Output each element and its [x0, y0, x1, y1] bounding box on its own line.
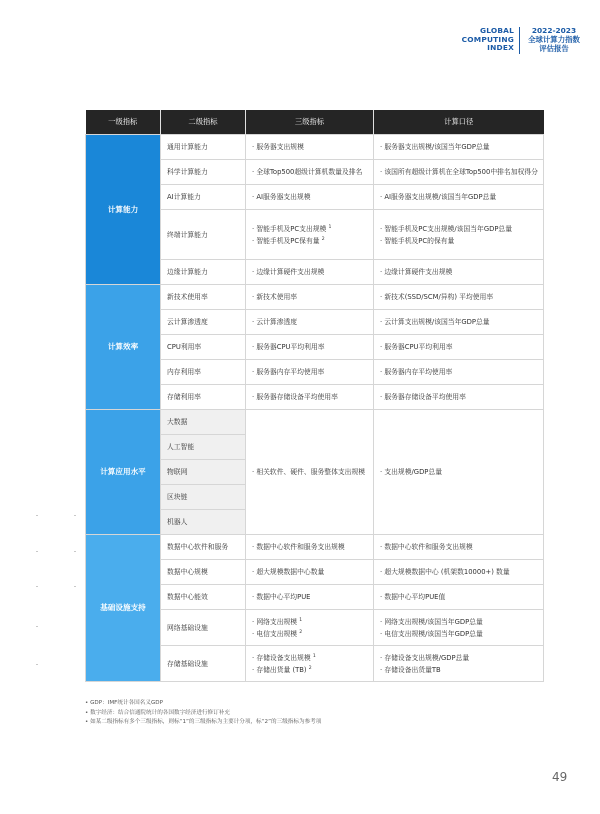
- caliber-line: · 智能手机及PC的保有量: [380, 236, 455, 245]
- table-row: [86, 135, 544, 160]
- level3-cell: · 超大规模数据中心数量: [246, 560, 374, 585]
- footnote: • 数字经济：结合信通院统计的各国数字经济进行修订补充: [85, 709, 230, 716]
- level3-line: · 网络支出规模 $^1$: [252, 617, 303, 626]
- level2-cell: 物联网: [161, 460, 246, 485]
- level1-application-level: 计算应用水平: [86, 410, 161, 535]
- level3-cell: · 服务器内存平均使用率: [246, 360, 374, 385]
- caliber-line: · 存储设备支出规模/GDP总量: [380, 653, 470, 662]
- header-divider: [519, 27, 520, 54]
- caliber-cell: · 超大规模数据中心 (机架数10000+) 数量: [374, 560, 544, 585]
- level3-cell: · 新技术使用率: [246, 285, 374, 310]
- level2-cell: AI计算能力: [161, 185, 246, 210]
- level3-cell: · 相关软件、硬件、服务整体支出规模: [246, 410, 374, 535]
- brand-en-line: GLOBAL: [479, 26, 514, 35]
- level3-line: · 存储设备支出规模 $^1$: [252, 653, 316, 662]
- level3-cell: · 全球Top500超级计算机数量及排名: [246, 160, 374, 185]
- level2-cell: 人工智能: [161, 435, 246, 460]
- caliber-cell: [374, 646, 544, 682]
- caliber-cell: · 服务器存储设备平均使用率: [374, 385, 544, 410]
- footnote: • 如某二级指标有多个三级指标，则标“1”的三级指标为主要计分项，标“2”的三级指标为参考项: [85, 719, 322, 726]
- level2-cell: 网络基础设施: [161, 610, 246, 646]
- caliber-cell: · 服务器内存平均使用率: [374, 360, 544, 385]
- caliber-cell: [374, 610, 544, 646]
- header-level3: 三级指标: [246, 110, 374, 135]
- footnotes: [85, 699, 525, 728]
- caliber-cell: [374, 210, 544, 260]
- caliber-cell: · 新技术(SSD/SCM/异构) 平均使用率: [374, 285, 544, 310]
- level2-cell: 大数据: [161, 410, 246, 435]
- level2-cell: 数据中心规模: [161, 560, 246, 585]
- level2-cell: CPU利用率: [161, 335, 246, 360]
- level3-cell: · 数据中心平均PUE: [246, 585, 374, 610]
- scan-speck: [74, 551, 76, 552]
- scan-speck: [74, 586, 76, 587]
- level2-cell: 存储利用率: [161, 385, 246, 410]
- scan-speck: [36, 515, 38, 516]
- caliber-cell: · 该国所有超级计算机在全球Top500中排名加权得分: [374, 160, 544, 185]
- caliber-cell: · 服务器支出规模/该国当年GDP总量: [374, 135, 544, 160]
- caliber-cell: · 支出规模/GDP总量: [374, 410, 544, 535]
- brand-en-title: [424, 27, 514, 53]
- caliber-cell: · 服务器CPU平均利用率: [374, 335, 544, 360]
- level2-cell: 新技术使用率: [161, 285, 246, 310]
- caliber-cell: · 边缘计算硬件支出规模: [374, 260, 544, 285]
- level2-cell: 数据中心能效: [161, 585, 246, 610]
- table-row: [86, 410, 544, 435]
- caliber-line: · 电信支出规模/该国当年GDP总量: [380, 629, 483, 638]
- report-title-line: 全球计算力指数: [528, 34, 580, 44]
- level1-infrastructure-support: 基础设施支持: [86, 535, 161, 682]
- level3-line: · 存储出货量 (TB) $^2$: [252, 665, 312, 674]
- page-number: 49: [552, 770, 568, 784]
- level3-line: · 智能手机及PC支出规模 $^1$: [252, 224, 332, 233]
- level2-cell: 云计算渗透度: [161, 310, 246, 335]
- brand-en-line: INDEX: [487, 43, 514, 53]
- report-title-line: 评估报告: [539, 43, 569, 53]
- scan-speck: [74, 515, 76, 516]
- level3-line: · 电信支出规模 $^2$: [252, 629, 303, 638]
- level3-cell: · 服务器存储设备平均使用率: [246, 385, 374, 410]
- level2-cell: 终端计算能力: [161, 210, 246, 260]
- level2-cell: 机器人: [161, 510, 246, 535]
- level1-computing-efficiency: 计算效率: [86, 285, 161, 410]
- level3-cell: [246, 210, 374, 260]
- level2-cell: 内存利用率: [161, 360, 246, 385]
- caliber-cell: · 数据中心平均PUE值: [374, 585, 544, 610]
- level2-cell: 数据中心软件和服务: [161, 535, 246, 560]
- report-title: [524, 27, 584, 53]
- header-caliber: 计算口径: [374, 110, 544, 135]
- level3-cell: · 云计算渗透度: [246, 310, 374, 335]
- report-title-line: 2022-2023: [531, 26, 577, 35]
- level3-cell: · 服务器CPU平均利用率: [246, 335, 374, 360]
- level3-line: · 智能手机及PC保有量 $^2$: [252, 236, 325, 245]
- caliber-line: · 存储设备出货量TB: [380, 665, 441, 674]
- scan-speck: [36, 551, 38, 552]
- caliber-line: · 网络支出规模/该国当年GDP总量: [380, 617, 483, 626]
- level3-cell: · 服务器支出规模: [246, 135, 374, 160]
- table-row: [86, 285, 544, 310]
- level2-cell: 边缘计算能力: [161, 260, 246, 285]
- caliber-cell: · 数据中心软件和服务支出规模: [374, 535, 544, 560]
- level3-cell: [246, 646, 374, 682]
- level2-cell: 通用计算能力: [161, 135, 246, 160]
- level2-cell: 科学计算能力: [161, 160, 246, 185]
- caliber-cell: · AI服务器支出规模/该国当年GDP总量: [374, 185, 544, 210]
- header-level2: 二级指标: [161, 110, 246, 135]
- level3-cell: [246, 610, 374, 646]
- level3-cell: · AI服务器支出规模: [246, 185, 374, 210]
- level1-computing-power: 计算能力: [86, 135, 161, 285]
- indicator-table: [85, 110, 544, 682]
- header-level1: 一级指标: [86, 110, 161, 135]
- scan-speck: [36, 664, 38, 665]
- table-row: [86, 535, 544, 560]
- caliber-line: · 智能手机及PC支出规模/该国当年GDP总量: [380, 224, 513, 233]
- caliber-cell: · 云计算支出规模/该国当年GDP总量: [374, 310, 544, 335]
- level2-cell: 区块链: [161, 485, 246, 510]
- level2-cell: 存储基础设施: [161, 646, 246, 682]
- level3-cell: · 数据中心软件和服务支出规模: [246, 535, 374, 560]
- footnote: • GDP：IMF统计各国名义GDP: [85, 700, 163, 706]
- table-header-row: [86, 110, 544, 135]
- scan-speck: [36, 586, 38, 587]
- scan-speck: [36, 626, 38, 627]
- level3-cell: · 边缘计算硬件支出规模: [246, 260, 374, 285]
- brand-en-line: COMPUTING: [461, 34, 514, 44]
